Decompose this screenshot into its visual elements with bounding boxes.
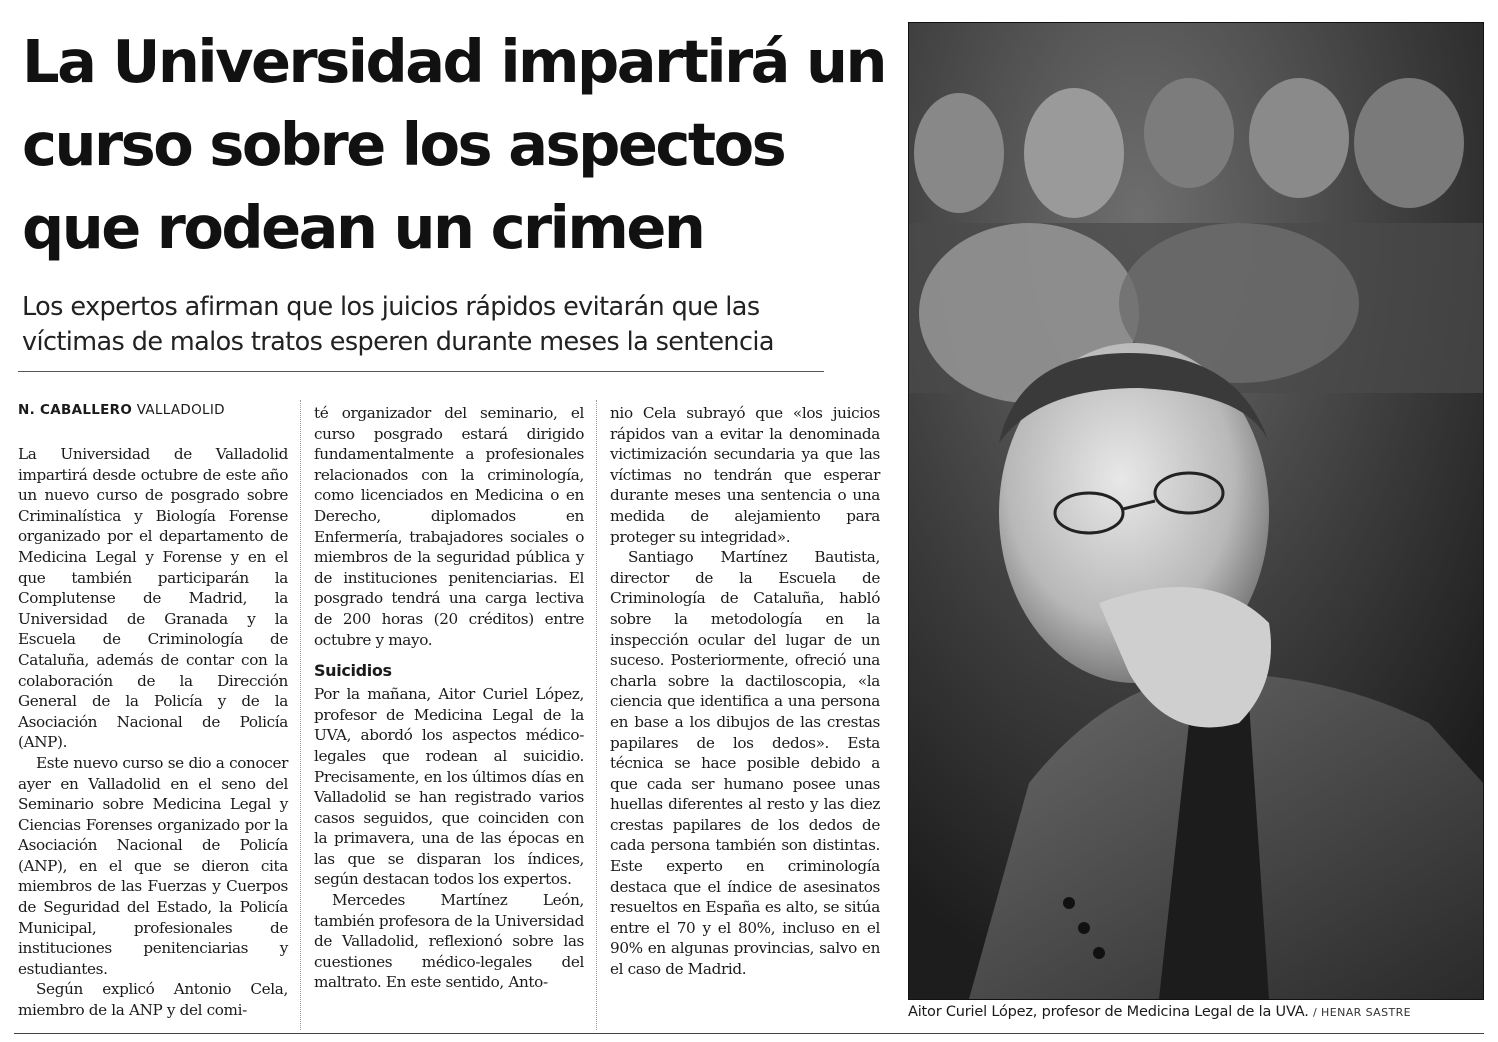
paragraph: Por la mañana, Aitor Curiel López, profesor de Medicina Legal de la UVA, abordó los aspectos médico-legales que rodean al suicidio. Precisamente, en los últimos días en Valladolid se han registrado varios casos seguidos, que coinciden con la primavera, una de las épocas en las que se disparan los índices, según destacan todos los expertos. xyxy=(314,685,584,889)
photo-caption xyxy=(908,1004,1488,1020)
photo-illustration xyxy=(909,23,1483,999)
paragraph: Santiago Martínez Bautista, director de la Escuela de Criminología de Cataluña, habló sobre la metodología en la inspección ocular del lugar de un suceso. Posteriormente, ofreció una charla sobre la dactiloscopia, «la ciencia que identifica a una persona en base a los dibujos de las crestas papilares de los dedos». Esta técnica se hace posible debido a que cada ser humano posee unas huellas diferentes al resto y las diez crestas papilares de los dedos de cada persona también son distintas. Este experto en criminología destaca que el índice de asesinatos resueltos en España es alto, se sitúa entre el 70 y el 80%, incluso en el 90% en algunas provincias, salvo en el caso de Madrid. xyxy=(610,548,880,979)
section-heading: Suicidios xyxy=(314,661,392,681)
byline xyxy=(18,402,225,418)
byline-location: VALLADOLID xyxy=(136,402,225,418)
news-photo xyxy=(908,22,1484,1000)
column-divider-1 xyxy=(300,400,301,1030)
article-column-1 xyxy=(18,444,288,1021)
paragraph: nio Cela subrayó que «los juicios rápidos van a evitar la denominada victimización secundaria ya que las víctimas no tendrán que esperar durante meses una sentencia o una medida de alejamiento para proteger su integridad». xyxy=(610,404,880,546)
paragraph: Según explicó Antonio Cela, miembro de la ANP y del comi- xyxy=(18,980,288,1020)
paragraph: Este nuevo curso se dio a conocer ayer en Valladolid en el seno del Seminario sobre Medicina Legal y Ciencias Forenses organizado por la Asociación Nacional de Policía (ANP), en el que se dieron cita miembros de las Fuerzas y Cuerpos de Seguridad del Estado, la Policía Municipal, profesionales de instituciones penitenciarias y estudiantes. xyxy=(18,753,288,978)
subheadline-line-1: Los expertos afirman que los juicios rápidos evitarán que las xyxy=(22,292,760,322)
subheadline-line-2: víctimas de malos tratos esperen durante meses la sentencia xyxy=(22,327,774,357)
paragraph: té organizador del seminario, el curso posgrado estará dirigido fundamentalmente a profesionales relacionados con la criminología, como licenciados en Medicina o en Derecho, diplomados en Enfermería, trabajadores sociales o miembros de la seguridad pública y de instituciones penitenciarias. El posgrado tendrá una carga lectiva de 200 horas (20 créditos) entre octubre y mayo. xyxy=(314,404,584,649)
headline xyxy=(22,20,902,269)
subheadline xyxy=(22,290,902,360)
caption-text: Aitor Curiel López, profesor de Medicina Legal de la UVA. xyxy=(908,1004,1309,1020)
headline-line-1: La Universidad impartirá un xyxy=(22,27,886,96)
article-column-3 xyxy=(610,403,880,980)
article-column-2 xyxy=(314,403,584,993)
headline-line-3: que rodean un crimen xyxy=(22,193,704,262)
byline-author: N. CABALLERO xyxy=(18,402,133,418)
photo-credit: / HENAR SASTRE xyxy=(1313,1006,1411,1019)
headline-line-2: curso sobre los aspectos xyxy=(22,110,785,179)
divider-bottom xyxy=(14,1033,1484,1034)
paragraph: La Universidad de Valladolid impartirá desde octubre de este año un nuevo curso de posgrado sobre Criminalística y Biología Forense organizado por el departamento de Medicina Legal y Forense y en el que también participarán la Complutense de Madrid, la Universidad de Granada y la Escuela de Criminología de Cataluña, además de contar con la colaboración de la Dirección General de la Policía y de la Asociación Nacional de Policía (ANP). xyxy=(18,445,288,752)
column-divider-2 xyxy=(596,400,597,1030)
paragraph: Mercedes Martínez León, también profesora de la Universidad de Valladolid, reflexionó sobre las cuestiones médico-legales del maltrato. En este sentido, Anto- xyxy=(314,891,584,992)
divider-top xyxy=(18,371,824,372)
